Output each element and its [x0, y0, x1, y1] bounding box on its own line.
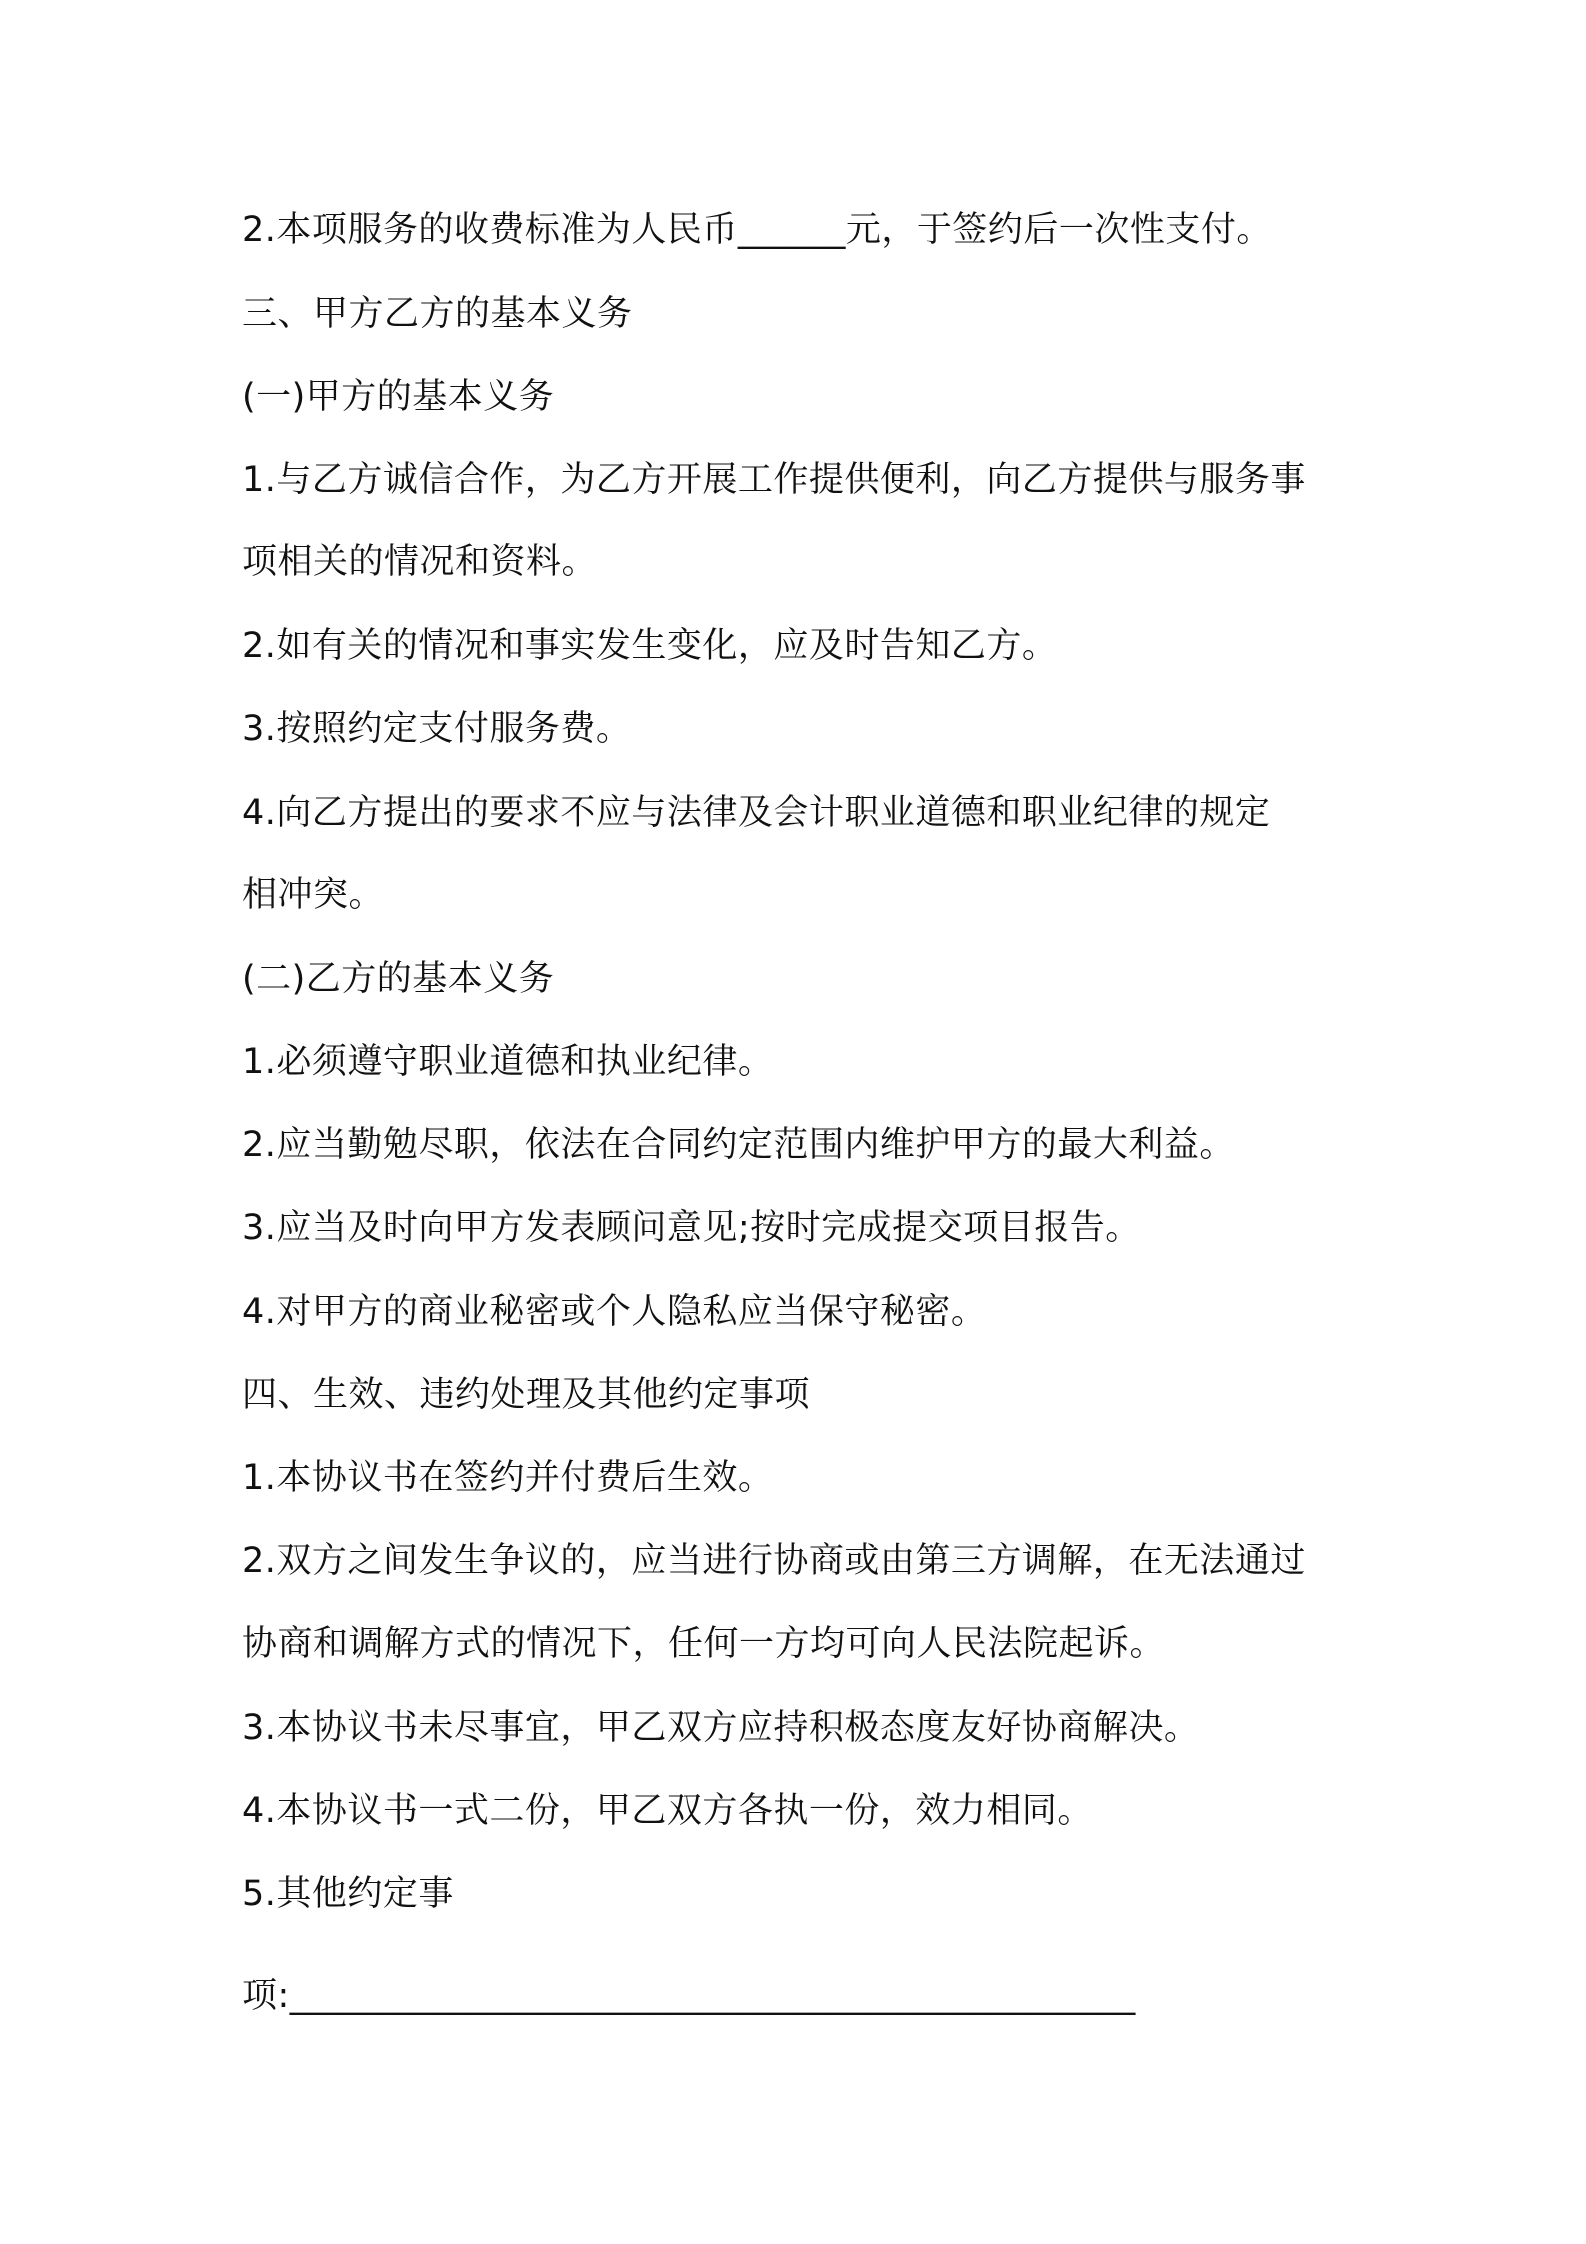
text-line: 项相关的情况和资料。 — [242, 542, 598, 582]
text-line: 项:_______________________________________________ — [242, 1976, 1136, 2016]
text-line: 协商和调解方式的情况下，任何一方均可向人民法院起诉。 — [242, 1624, 1166, 1664]
text-line: 相冲突。 — [242, 875, 385, 915]
text-line: 5.其他约定事 — [242, 1874, 454, 1914]
text-line: 3.按照约定支付服务费。 — [242, 709, 632, 749]
text-line: 2.如有关的情况和事实发生变化，应及时告知乙方。 — [242, 626, 1058, 666]
text-line: 1.与乙方诚信合作，为乙方开展工作提供便利，向乙方提供与服务事 — [242, 460, 1306, 500]
text-line: 1.必须遵守职业道德和执业纪律。 — [242, 1042, 774, 1082]
text-line: 4.对甲方的商业秘密或个人隐私应当保守秘密。 — [242, 1292, 987, 1332]
section-heading: 四、生效、违约处理及其他约定事项 — [242, 1375, 811, 1415]
text-line: 2.应当勤勉尽职，依法在合同约定范围内维护甲方的最大利益。 — [242, 1125, 1235, 1165]
subsection-heading: (二)乙方的基本义务 — [242, 959, 555, 999]
text-line: 4.本协议书一式二份，甲乙双方各执一份，效力相同。 — [242, 1791, 1093, 1831]
text-line: 4.向乙方提出的要求不应与法律及会计职业道德和职业纪律的规定 — [242, 793, 1271, 833]
text-line: 3.应当及时向甲方发表顾问意见;按时完成提交项目报告。 — [242, 1208, 1141, 1248]
section-heading: 三、甲方乙方的基本义务 — [242, 294, 633, 334]
text-line: 3.本协议书未尽事宜，甲乙双方应持积极态度友好协商解决。 — [242, 1708, 1200, 1748]
text-line: 2.本项服务的收费标准为人民币______元，于签约后一次性支付。 — [242, 210, 1272, 250]
text-line: 2.双方之间发生争议的，应当进行协商或由第三方调解，在无法通过 — [242, 1541, 1306, 1581]
text-line: 1.本协议书在签约并付费后生效。 — [242, 1458, 774, 1498]
subsection-heading: (一)甲方的基本义务 — [242, 377, 555, 417]
